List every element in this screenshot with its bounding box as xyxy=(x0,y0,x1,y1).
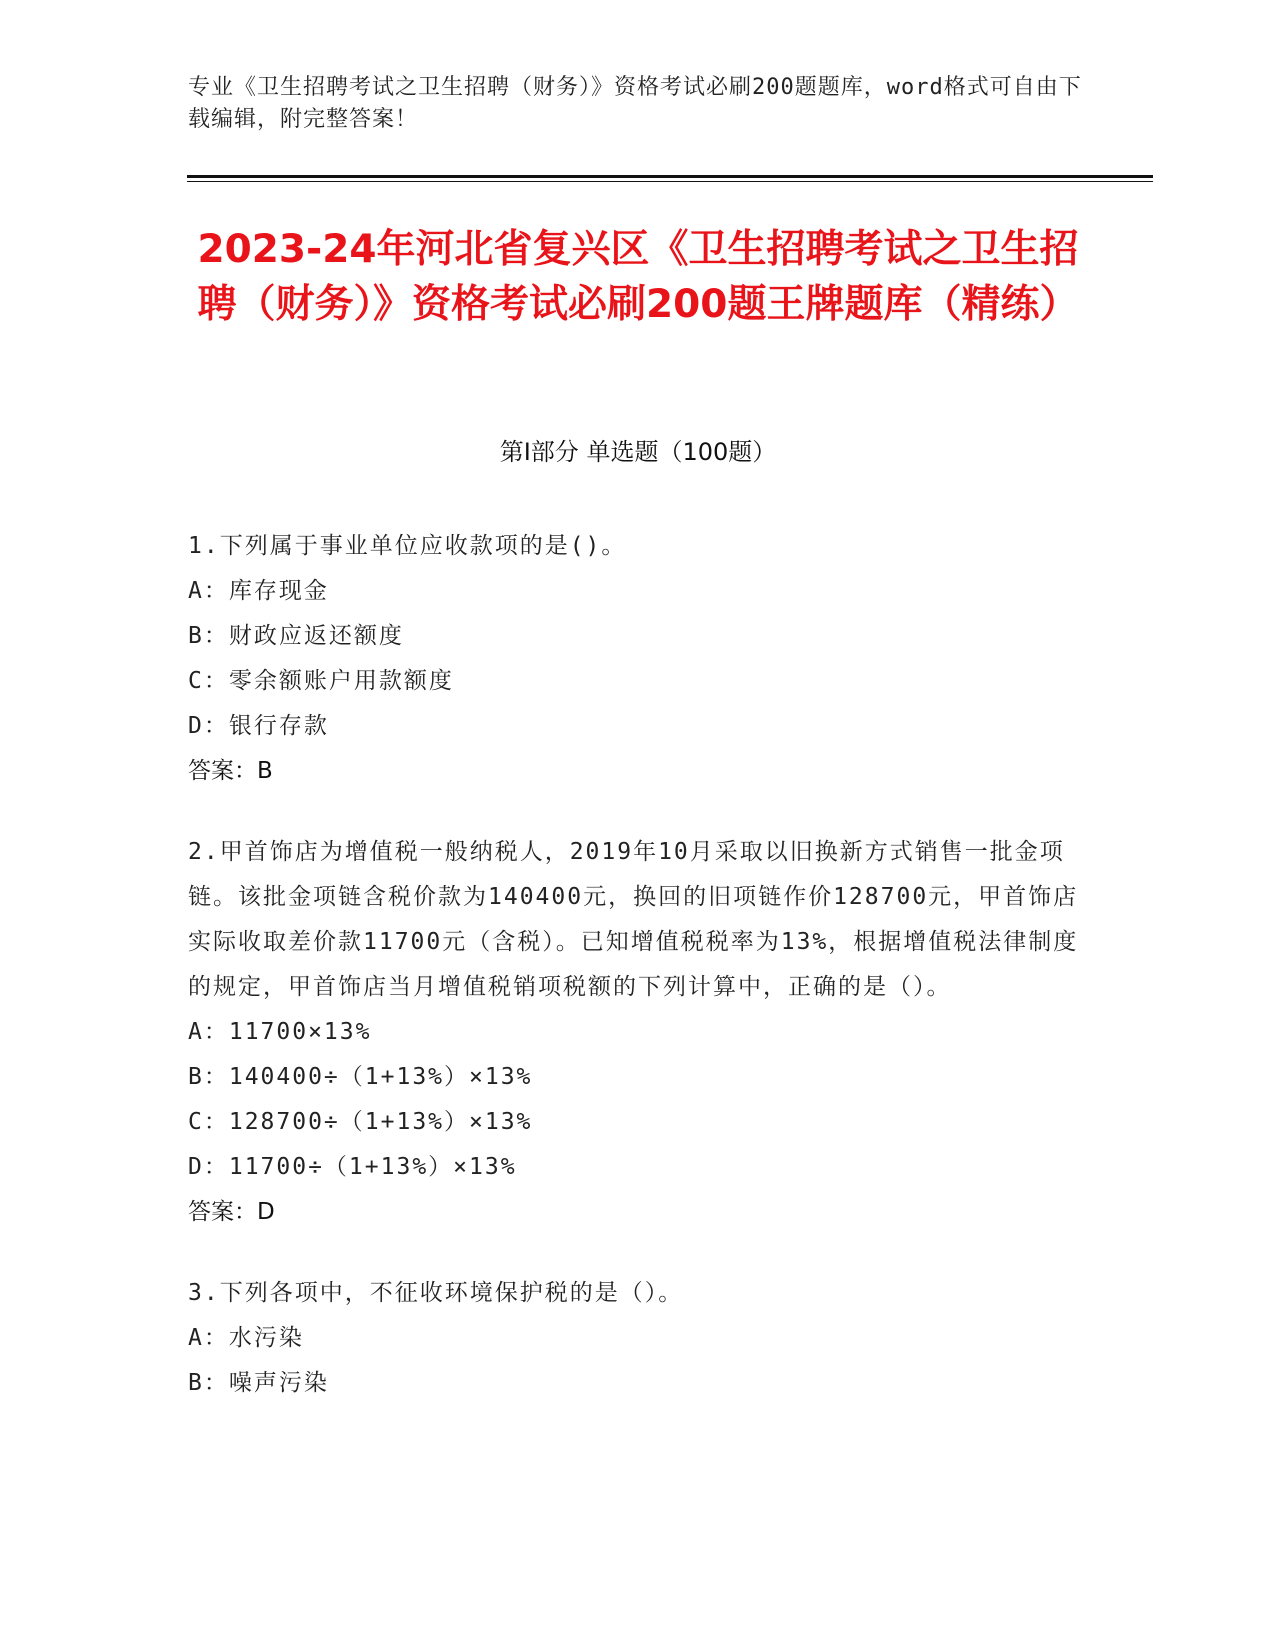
header-divider-thick xyxy=(187,175,1153,178)
question-3 xyxy=(188,1271,1088,1406)
option-c: C：零余额账户用款额度 xyxy=(188,668,454,694)
question-stem: 2.甲首饰店为增值税一般纳税人，2019年10月采取以旧换新方式销售一批金项链。该批金项链含税价款为140400元，换回的旧项链作价128700元，甲首饰店实际收取差价款11700元（含税）。已知增值税税率为13%，根据增值税法律制度的规定，甲首饰店当月增值税销项税额的下列计算中，正确的是（）。 xyxy=(188,839,1079,1000)
header-divider-thin xyxy=(187,181,1153,182)
option-d: D：银行存款 xyxy=(188,713,329,739)
question-1 xyxy=(188,524,1088,794)
option-a: A：水污染 xyxy=(188,1325,304,1351)
header-note: 专业《卫生招聘考试之卫生招聘（财务）》资格考试必刷200题题库，word格式可自由下载编辑，附完整答案！ xyxy=(188,75,1082,132)
answer: 答案：B xyxy=(188,758,273,784)
section-heading: 第Ⅰ部分 单选题（100题） xyxy=(499,438,777,466)
option-c: C：128700÷（1+13%）×13% xyxy=(188,1109,533,1135)
answer: 答案：D xyxy=(188,1199,275,1225)
question-stem: 1.下列属于事业单位应收款项的是()。 xyxy=(188,533,627,559)
option-b: B：财政应返还额度 xyxy=(188,623,404,649)
option-b: B：噪声污染 xyxy=(188,1370,329,1396)
option-a: A：11700×13% xyxy=(188,1019,372,1045)
question-2 xyxy=(188,830,1088,1235)
option-a: A：库存现金 xyxy=(188,578,329,604)
question-stem: 3.下列各项中，不征收环境保护税的是（）。 xyxy=(188,1280,684,1306)
option-b: B：140400÷（1+13%）×13% xyxy=(188,1064,533,1090)
question-list xyxy=(188,524,1088,1442)
option-d: D：11700÷（1+13%）×13% xyxy=(188,1154,517,1180)
document-title: 2023-24年河北省复兴区《卫生招聘考试之卫生招聘（财务）》资格考试必刷200题王牌题库（精练） xyxy=(197,227,1079,327)
